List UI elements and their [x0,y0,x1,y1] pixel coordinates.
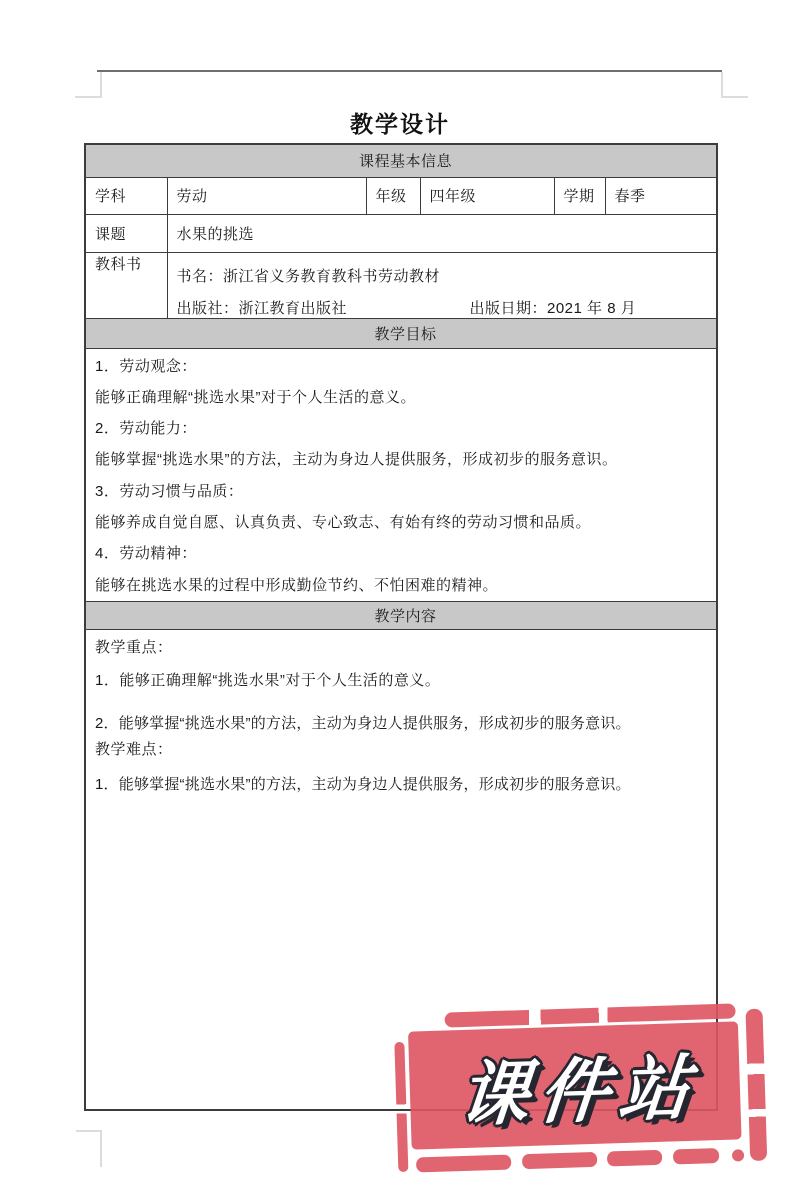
content-line: 1．能够掌握“挑选水果”的方法，主动为身边人提供服务，形成初步的服务意识。 [95,775,631,793]
grade-value: 四年级 [420,177,554,214]
stamp-text: 课件站 [455,1047,703,1134]
stamp-border-bottom-dot [732,1149,744,1161]
subject-value: 劳动 [167,177,366,214]
textbook-cell [167,252,717,318]
textbook-book-name: 书名：浙江省义务教育教科书劳动教材 [176,267,441,285]
crop-mark-top-right [721,72,723,97]
crop-mark-bottom-left [100,1130,102,1167]
goals-cell [85,348,717,601]
crop-mark-bottom-left [76,1130,102,1132]
term-value: 春季 [605,177,717,214]
stamp-border-bottom [607,1150,662,1167]
goal-line: 能够在挑选水果的过程中形成勤俭节约、不怕困难的精神。 [95,576,499,594]
term-label: 学期 [554,177,605,214]
stamp-border-right [745,1009,767,1161]
textbook-publisher: 出版社：浙江教育出版社 [176,299,348,317]
crop-mark-top-left [100,72,102,97]
section-header-course-info: 课程基本信息 [85,144,717,177]
content-line: 2．能够掌握“挑选水果”的方法，主动为身边人提供服务，形成初步的服务意识。 [95,714,631,732]
content-line: 教学难点： [95,740,173,758]
goal-line: 能够养成自觉自愿、认真负责、专心致志、有始有终的劳动习惯和品质。 [95,513,592,531]
goal-line: 1．劳动观念： [95,357,197,375]
topic-label: 课题 [85,214,167,252]
page-title: 教学设计 [350,111,450,137]
crop-mark-top-right [721,96,748,98]
textbook-label: 教科书 [85,252,167,318]
stamp-border-bottom [522,1152,597,1169]
crop-mark-top-left [75,96,102,98]
stamp-border-bottom [673,1148,719,1164]
watermark-stamp [389,996,792,1188]
textbook-publish-line [177,297,717,318]
goal-line: 2．劳动能力： [95,420,197,438]
subject-label: 学科 [85,177,167,214]
goal-line: 3．劳动习惯与品质： [95,482,244,500]
content-line: 1．能够正确理解“挑选水果”对于个人生活的意义。 [95,671,441,689]
section-header-content: 教学内容 [85,601,717,629]
stamp-border-left [394,1042,408,1172]
stamp-border-bottom [416,1155,511,1173]
course-info-table [84,143,718,1111]
grade-label: 年级 [366,177,420,214]
section-header-goals: 教学目标 [85,318,717,348]
goal-line: 4．劳动精神： [95,545,197,563]
goal-line: 能够掌握“挑选水果”的方法，主动为身边人提供服务，形成初步的服务意识。 [95,451,618,469]
content-line: 教学重点： [95,638,173,656]
goal-line: 能够正确理解“挑选水果”对于个人生活的意义。 [95,388,416,406]
page-header-rule [97,70,722,72]
topic-value: 水果的挑选 [167,214,717,252]
textbook-pub-date: 出版日期：2021 年 8 月 [469,299,637,317]
